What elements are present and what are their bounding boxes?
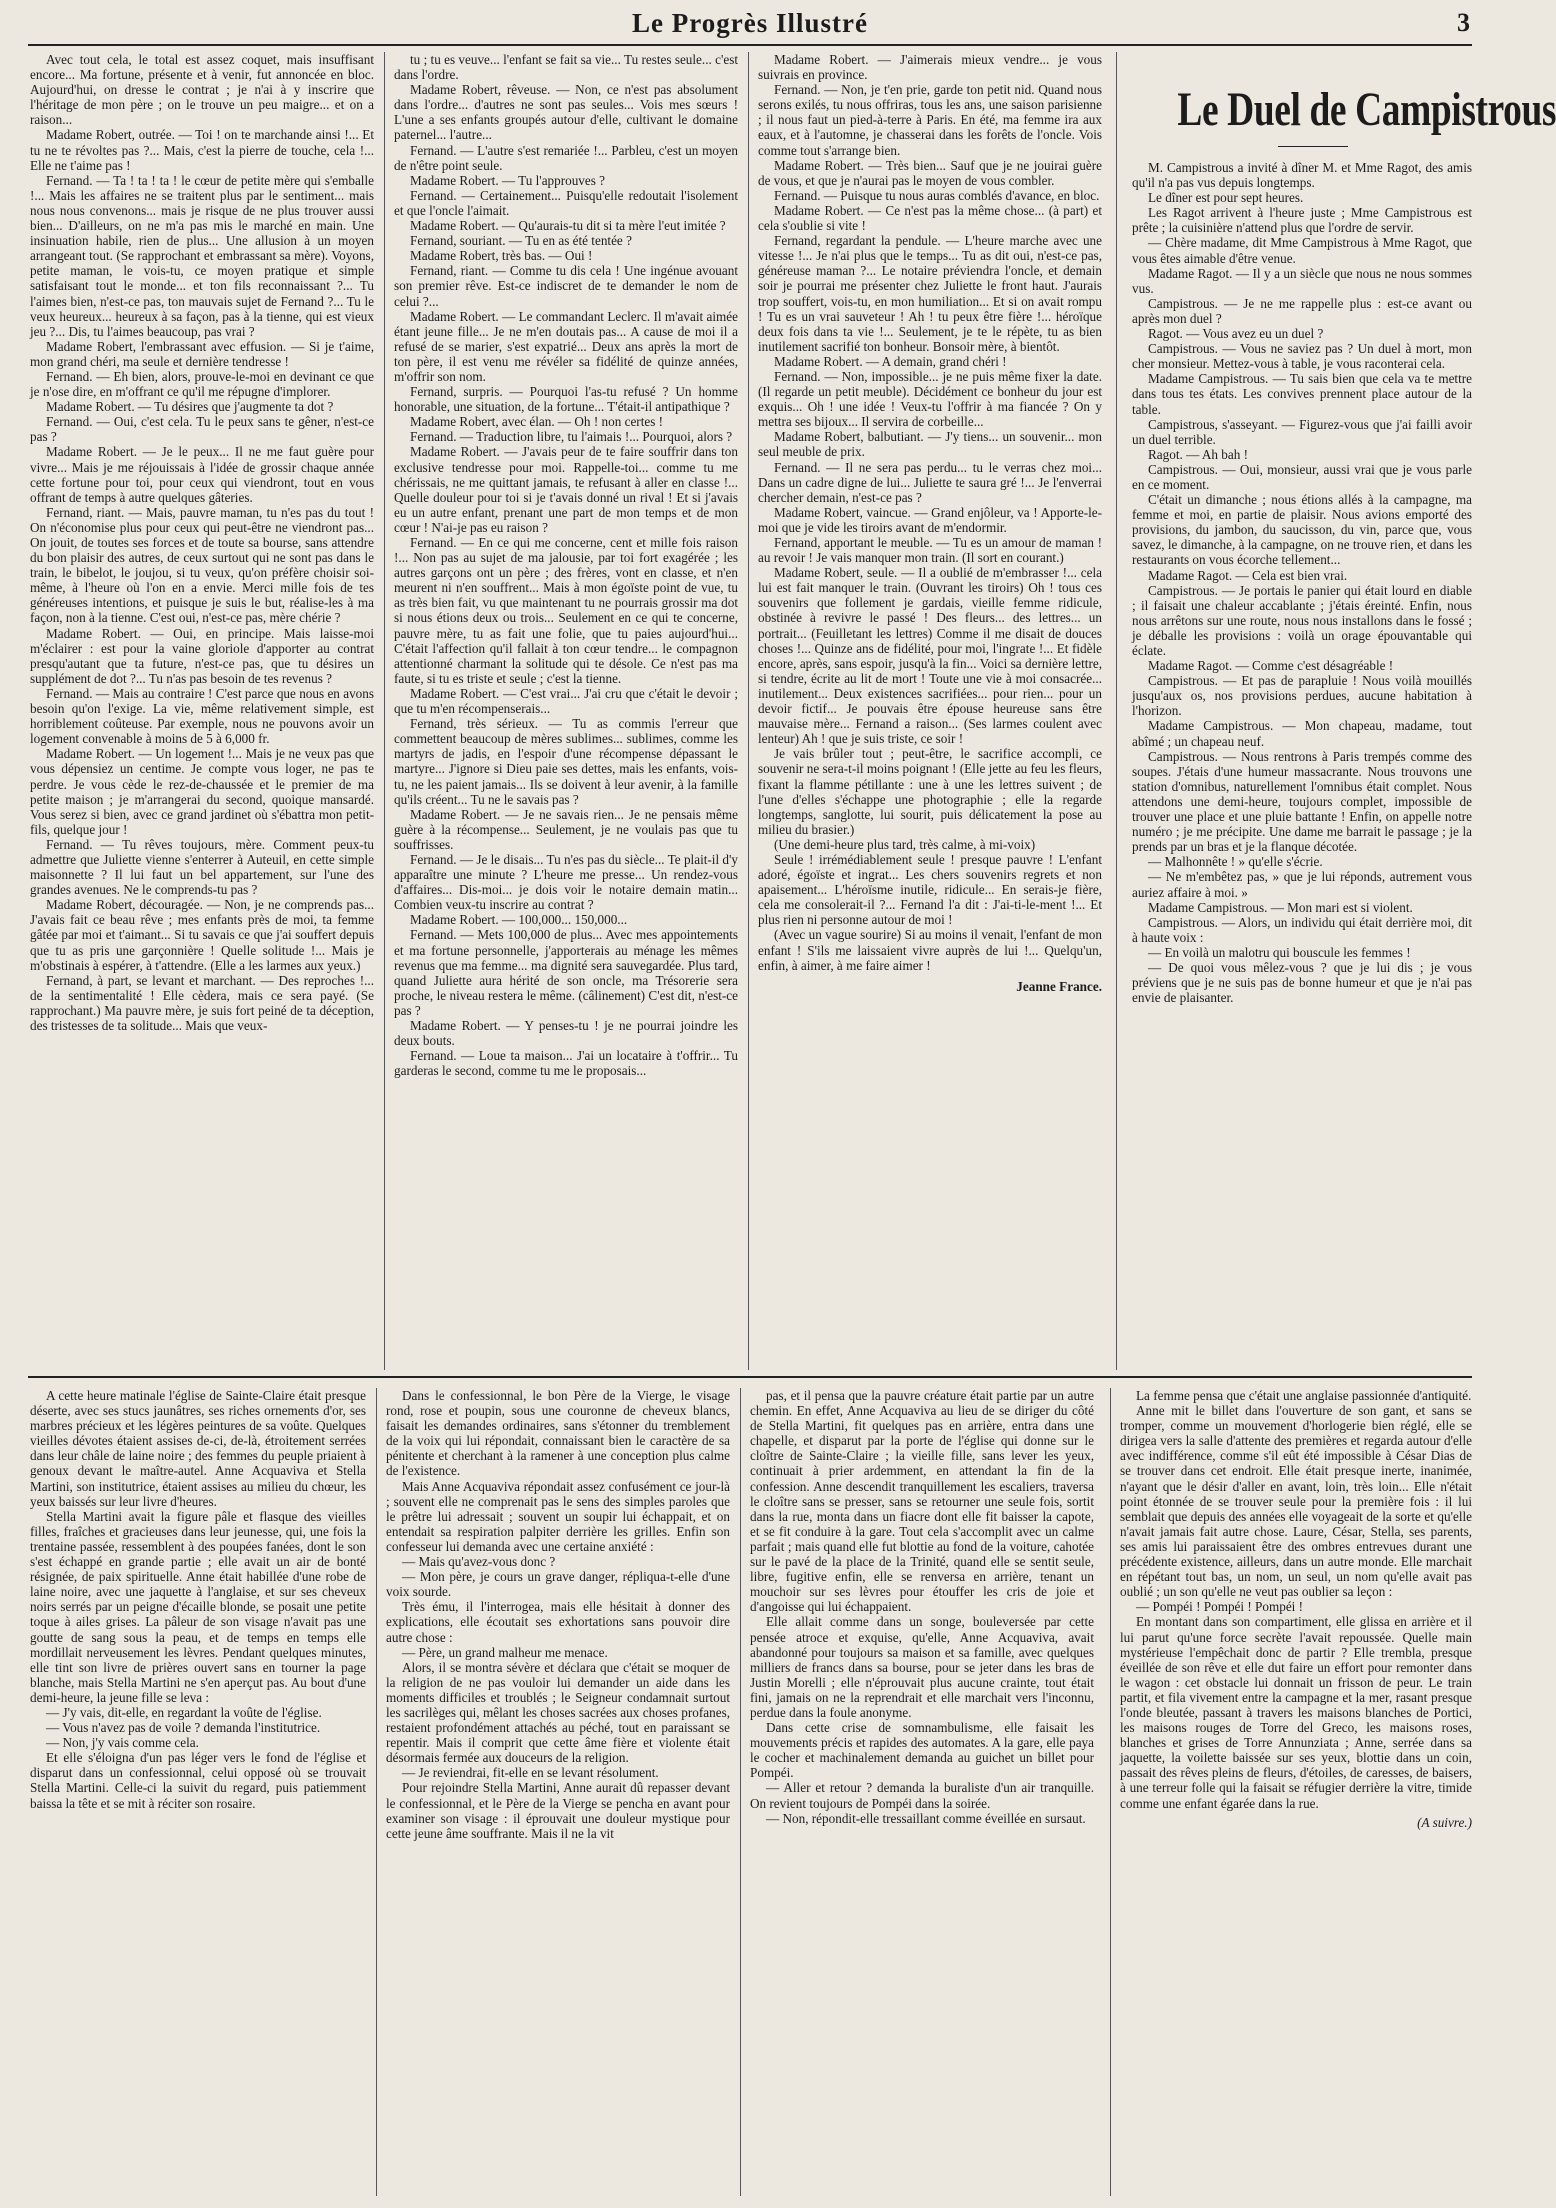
paragraph: Fernand. — Ta ! ta ! ta ! le cœur de petite mère qui s'emballe !... Mais les affaires ne se traitent plus par le sentiment... mais nous nous convenons... mais je risque de ne plus trouver aussi bien... D'ailleurs, on ne m'a pas mis le marché en main. Une insinuation habile, rien de plus... Une allusion à un moyen arrangeant tout. (Se rapprochant et embrassant sa mère). Voyons, petite maman, le vois-tu, ce moyen pratique et simple satisfaisant tout le monde... et ton fils reconnaissant ?... Tu l'aimes bien, n'est-ce pas, ton mauvais sujet de Fernand ?... Tu le veux heureux... heureux à sa façon, pas à la tienne, qui est vieux jeu ?... Dis, tu l'aimes beaucoup, pas vrai ? — [30, 172, 374, 339]
title-rule — [1278, 146, 1348, 147]
header-rule — [28, 44, 1472, 46]
paragraph: Fernand, riant. — Comme tu dis cela ! Une ingénue avouant son premier rêve. Est-ce indiscret de te demander le nom de celui ?... — [394, 263, 738, 309]
paragraph: Anne mit le billet dans l'ouverture de son gant, et sans se tromper, comme un mouvement d'horlogerie bien réglé, elle se dirigea vers la salle d'attente des premières et regarda autour d'elle avec indifférence, comme s'il eût été impossible à César Dias de se trouver dans cet endroit. Elle était presque inerte, inanimée, n'ayant que le désir d'aller en avant, loin, très loin... Elle n'était point étonnée de se trouver seule pour la première fois : il lui semblait que depuis des années elle voyageait de la sorte et qu'elle n'avait jamais fait autre chose. Laure, César, Stella, ses parents, ses amis lui paraissaient être des ombres entrevues durant une précédente existence, ailleurs, dans un autre monde. Elle marchait en répétant tout bas, un nom, un seul, un nom qu'elle avait pas oublié ; un son qu'elle ne veut pas oublier sa leçon : — [1120, 1403, 1472, 1600]
column-divider — [748, 52, 749, 1370]
paragraph: Madame Robert. — Je le peux... Il ne me faut guère pour vivre... Mais je me réjouissais à l'idée de grossir chaque année cette fortune pour toi, pour ceux qui viendront, tout en vous offrant de temps à autre quelques gâteries. — [30, 444, 374, 505]
paragraph: Je vais brûler tout ; peut-être, le sacrifice accompli, ce souvenir ne sera-t-il moins poignant ! (Elle jette au feu les fleurs, fixant la flamme pétillante : une à une les lettres suivent ; de l'une d'elles s'échappe une photographie ; elle la regarde longtemps, sanglotte, lui sourit, puis délicatement la pose au milieu du brasier.) — [758, 746, 1102, 837]
paragraph: Mais Anne Acquaviva répondait assez confusément ce jour-là ; souvent elle ne comprenait pas le sens des simples paroles que le prêtre lui adressait ; souvent un soupir lui échappait, et on entendait sa respiration palpiter derrière les grilles. Enfin son confesseur lui demanda avec une certaine anxiété : — [386, 1478, 730, 1554]
paragraph: Madame Robert, seule. — Il a oublié de m'embrasser !... cela lui est fait manquer le train. (Ouvrant les tiroirs) Oh ! tous ces souvenirs que follement je gardais, vieille femme ridicule, obstinée à revivre le passé ! Des fleurs... des lettres... un portrait... (Feuilletant les lettres) Comme il me disait de douces choses !... Quinze ans de fidélité, pour moi, l'ingrate !... Et fidèle encore, après, sans espoir, jusqu'à la fin... Voici sa dernière lettre, si tendre, écrite au lit de mort ! Toute une vie à moi consacrée... inutilement... Deux existences sacrifiées... pour rien... pour un devoir fictif... Je pouvais être épouse heureuse sans être mauvaise mère... Fernand a raison... (Ses larmes coulent avec lenteur) Ah ! que je suis triste, ce soir ! — [758, 565, 1102, 747]
paragraph: — Pompéi ! Pompéi ! Pompéi ! — [1136, 1599, 1304, 1615]
paragraph: tu ; tu es veuve... l'enfant se fait sa vie... Tu restes seule... c'est dans l'ordre. — [394, 52, 738, 83]
bottom-column-1 — [30, 1388, 366, 2198]
paragraph: Fernand. — Oui, c'est cela. Tu le peux sans te gêner, n'est-ce pas ? — [30, 414, 374, 445]
page-number: 3 — [1457, 8, 1470, 37]
page-header — [28, 8, 1472, 44]
paragraph: La femme pensa que c'était une anglaise passionnée d'antiquité. — [1136, 1388, 1472, 1403]
column-divider — [1116, 52, 1117, 1370]
paragraph: (Une demi-heure plus tard, très calme, à mi-voix) — [774, 836, 1036, 852]
paragraph: Fernand. — Il ne sera pas perdu... tu le verras chez moi... Dans un cadre digne de lui... Juliette te saura gré !... Je l'enverrai chercher demain, n'est-ce pas ? — [758, 459, 1102, 505]
article-title: Le Duel de Campistrous — [1177, 83, 1556, 136]
column-divider — [1110, 1388, 1111, 2196]
paragraph: Fernand. — En ce qui me concerne, cent et mille fois raison !... Non pas au sujet de ma jalousie, par toi fort exagérée ; les autres garçons ont un père ; des frères, vont en classe, et n'en meurent ni n'en souffrent... Mais à mon égoïste point de vue, tu as très bien fait, vu que maintenant tu ne pourrais grossir ma dot si nous étions deux ou trois... Seulement en ce qui te concerne, pauvre mère, tu as fait une folie, que tu paies aujourd'hui... C'était l'affection qu'il fallait à ton cœur tendre... le compagnon attentionné charmant la solitude qui te désole. Ce n'est pas ma faute, si tu es triste et seule ; c'est la tienne. — [394, 535, 738, 686]
paragraph: Madame Robert. — Oui, en principe. Mais laisse-moi m'éclairer : est pour la vaine gloriole d'apporter au contrat presqu'autant que ta future, n'est-ce pas, que tu désires un supplément de dot ?... Tu n'as pas besoin de tes revenus ? — [30, 625, 374, 686]
column-divider — [384, 52, 385, 1370]
paragraph: Campistrous. — Nous rentrons à Paris trempés comme des soupes. J'étais d'une humeur massacrante. Nous trouvons une station d'omnibus, naturellement l'omnibus était complet. Nous attendons une demi-heure, toujours complet, impossible de trouver une place et une pluie battante ! Enfin, on appelle notre numéro ; je me précipite. Une dame me barrait le passage ; je la prends par un bras et je la flanque décotée. — [1132, 748, 1472, 855]
paragraph: Le dîner est pour sept heures. — [1148, 190, 1304, 206]
paragraph: Pour rejoindre Stella Martini, Anne aurait dû repasser devant le confessionnal, et le Père de la Vierge se pencha en avant pour examiner son visage : il éprouvait une douleur mystique pour cette jeune âme souffrante. Mais il ne la vit — [386, 1780, 730, 1841]
bottom-column-2 — [386, 1388, 730, 2198]
paragraph: Fernand, à part, se levant et marchant. — Des reproches !... de la sentimentalité ! Elle cèdera, mais ce sera payé. (Se rapprochant.) Ma pauvre mère, je suis fort peiné de ta déception, des tristesses de ta solitude... Mais que veux- — [30, 972, 374, 1033]
paragraph: M. Campistrous a invité à dîner M. et Mme Ragot, des amis qu'il n'a pas vus depuis longtemps. — [1132, 160, 1472, 191]
paragraph: — De quoi vous mêlez-vous ? que je lui dis ; je vous préviens que je ne suis pas de bonne humeur et que je n'ai pas envie de plaisanter. — [1132, 959, 1472, 1006]
paragraph: Campistrous. — Je portais le panier qui était lourd en diable ; il faisait une chaleur accablante ; j'étais éreinté. Enfin, nous nous arrêtons sur une route, nous nous installons dans le fossé ; je déballe les provisions : voilà un orage épouvantable qui éclate. — [1132, 582, 1472, 658]
paragraph: — Ne m'embêtez pas, » que je lui réponds, autrement vous auriez affaire à moi. » — [1132, 869, 1472, 900]
paragraph: Madame Robert. — Ce n'est pas la même chose... (à part) et cela s'oublie si vite ! — [758, 202, 1102, 234]
paragraph: — Mais qu'avez-vous donc ? — [402, 1554, 556, 1570]
paragraph: Madame Ragot. — Il y a un siècle que nous ne nous sommes vus. — [1132, 265, 1472, 296]
paragraph: Madame Robert. — 100,000... 150,000... — [410, 912, 628, 928]
paragraph: Les Ragot arrivent à l'heure juste ; Mme Campistrous est prête ; la cuisinière n'attend plus que l'ordre de servir. — [1132, 205, 1472, 236]
paragraph: Fernand, apportant le meuble. — Tu es un amour de maman ! au revoir ! Je vais manquer mon train. (Il sort en courant.) — [758, 535, 1102, 566]
bottom-column-3 — [750, 1388, 1094, 2198]
paragraph: Fernand. — L'autre s'est remariée !... Parbleu, c'est un moyen de n'être point seule. — [394, 142, 738, 173]
paragraph: Madame Robert. — Très bien... Sauf que je ne jouirai guère de vous, et que je n'aurai pas le moyen de vous combler. — [758, 157, 1102, 188]
newspaper-title: Le Progrès Illustré — [632, 8, 868, 38]
paragraph: Madame Robert, vaincue. — Grand enjôleur, va ! Apporte-le-moi que je vide les tiroirs avant de m'endormir. — [758, 504, 1102, 535]
paragraph: Madame Robert. — A demain, grand chéri ! — [774, 353, 1007, 369]
paragraph: Fernand. — Traduction libre, tu l'aimais !... Pourquoi, alors ? — [410, 429, 733, 445]
paragraph: Campistrous, s'asseyant. — Figurez-vous que j'ai failli avoir un duel terrible. — [1132, 416, 1472, 447]
top-column-3 — [758, 52, 1102, 1372]
paragraph: Madame Campistrous. — Mon chapeau, madame, tout abîmé ; un chapeau neuf. — [1132, 718, 1472, 749]
author-signature: Jeanne France. — [1016, 978, 1102, 994]
paragraph: Madame Robert. — J'aimerais mieux vendre... je vous suivrais en province. — [758, 52, 1102, 83]
paragraph: Fernand. — Tu rêves toujours, mère. Comment peux-tu admettre que Juliette vienne s'enterrer à Auteuil, en cette simple maisonnette ? Il lui faut un bel appartement, sur l'une des grandes avenues. Ne le comprends-tu pas ? — [30, 836, 374, 898]
paragraph: Campistrous. — Oui, monsieur, aussi vrai que je vous parle en ce moment. — [1132, 461, 1472, 492]
paragraph: Fernand. — Je le disais... Tu n'es pas du siècle... Te plait-il d'y apparaître une minute ? L'heure me presse... Un rendez-vous d'affaires... Dis-moi... je dois voir le notaire demain matin... Combien veux-tu inscrire au contrat ? — [394, 851, 738, 913]
paragraph: Fernand, souriant. — Tu en as été tentée ? — [410, 233, 632, 249]
paragraph: — Je reviendrai, fit-elle en se levant résolument. — [402, 1765, 659, 1781]
paragraph: Seule ! irrémédiablement seule ! presque pauvre ! L'enfant adoré, égoïste et ingrat... Les chers souvenirs regrets et non apaisement... L'héroïsme inutile, ridicule... En serais-je fière, cela me consolerait-il ?... Fernand l'a dit : J'ai-ti-le-ment !... Et plus rien ni personne autour de moi ! — [758, 851, 1102, 928]
paragraph: Fernand. — Certainement... Puisqu'elle redoutait l'isolement et que l'oncle l'aimait. — [394, 187, 738, 218]
paragraph: Dans le confessionnal, le bon Père de la Vierge, le visage rond, rose et poupin, sous une couronne de cheveux blancs, faisait les demandes ordinaires, sans s'étonner du tremblement de la voix qui lui répondait, connaissant bien le caractère de sa pénitente et cherchant à la ramener à une conception plus calme de l'existence. — [386, 1388, 730, 1479]
section-rule — [28, 1376, 1472, 1378]
paragraph: Avec tout cela, le total est assez coquet, mais insuffisant encore... Ma fortune, présente et à venir, fut annoncée en bloc. Aujourd'hui, on dresse le contrat ; je n'ai à y inscrire que l'héritage de mon père ; on le trouve un peu maigre... et on a raison... — [30, 52, 374, 128]
paragraph: Madame Ragot. — Cela est bien vrai. — [1148, 567, 1348, 583]
paragraph: Madame Robert, avec élan. — Oh ! non certes ! — [410, 414, 664, 430]
paragraph: Ragot. — Ah bah ! — [1148, 446, 1248, 462]
paragraph: Madame Campistrous. — Mon mari est si violent. — [1148, 899, 1413, 915]
top-column-4 — [1132, 160, 1472, 1372]
paragraph: Fernand, riant. — Mais, pauvre maman, tu n'es pas du tout ! On n'économise plus pour ceux qui peut-être ne viendront pas... On jouit, de toutes ses forces et de toute sa bourse, sans attendre du bon plaisir des autres, de ceux surtout qui ne sont pas dans le train, le bibelot, le joujou, si tu veux, qu'on préfère choisir soi-même, à l'heure où l'on en a envie. Merci mille fois de tes généreuses intentions, et puisque je suis le but, réalise-les à ma façon, non à la tienne. C'est oui, n'est-ce pas, mère chérie ? — [30, 504, 374, 626]
paragraph: Madame Robert, l'embrassant avec effusion. — Si je t'aime, mon grand chéri, ma seule et dernière tendresse ! — [30, 338, 374, 369]
paragraph: Madame Ragot. — Comme c'est désagréable ! — [1148, 658, 1394, 674]
paragraph: — En voilà un malotru qui bouscule les femmes ! — [1148, 944, 1411, 960]
paragraph: — Chère madame, dit Mme Campistrous à Mme Ragot, que vous êtes aimable d'être venue. — [1132, 235, 1472, 266]
bottom-column-4 — [1120, 1388, 1472, 2198]
paragraph: Ragot. — Vous avez eu un duel ? — [1148, 326, 1324, 342]
paragraph: Madame Robert. — Y penses-tu ! je ne pourrai joindre les deux bouts. — [394, 1018, 738, 1049]
paragraph: Madame Robert, découragée. — Non, je ne comprends pas... J'avais fait ce beau rêve ; mes enfants près de moi, ta femme gâtée par moi et t'aimant... Si tu savais ce que j'ai souffert depuis que tu as pris une garçonnière ! Quelle solitude !... Mais je m'obstinais à espérer, à t'attendre. (Elle a les larmes aux yeux.) — [30, 897, 374, 973]
paragraph: Dans cette crise de somnambulisme, elle faisait les mouvements précis et rapides des automates. A la gare, elle paya le cocher et machinalement demanda au guichet un billet pour Pompéi. — [750, 1720, 1094, 1781]
paragraph: — Mon père, je cours un grave danger, répliqua-t-elle d'une voix sourde. — [386, 1569, 730, 1600]
paragraph: Fernand. — Non, impossible... je ne puis même fixer la date. (Il regarde un petit meuble). Décidément ce bonheur du jour est exquis... Oh ! une idée ! Veux-tu l'offrir à ma fiancée ? On y mettra ses bijoux... Il servira de corbeille... — [758, 368, 1102, 430]
paragraph: Fernand. — Non, je t'en prie, garde ton petit nid. Quand nous serons exilés, tu nous offriras, tous les ans, une saison parisienne ; il nous faut un pied-à-terre à Paris. En été, ma femme ira aux eaux, et à l'automne, je chasserai dans les forêts de l'oncle. Vois comme tout s'arrange bien. — [758, 82, 1102, 158]
paragraph: Fernand, surpris. — Pourquoi l'as-tu refusé ? Un homme honorable, une situation, de la fortune... T'était-il antipathique ? — [394, 384, 738, 415]
paragraph: — Aller et retour ? demanda la buraliste d'un air tranquille. On revient toujours de Pompéi dans la soirée. — [750, 1780, 1094, 1811]
to-be-continued: (A suivre.) — [1417, 1814, 1472, 1830]
paragraph: Fernand. — Mets 100,000 de plus... Avec mes appointements et ma fortune personnelle, j'apporterais au ménage les mêmes revenus que ma femme... ma dignité sera sauvegardée. Plus tard, quand Juliette aura hérité de son oncle, ma Trésorerie sera proche, le niveau restera le même. (câlinement) C'est dit, n'est-ce pas ? — [394, 927, 738, 1018]
paragraph: Madame Robert, outrée. — Toi ! on te marchande ainsi !... Et tu ne te révoltes pas ?... Mais, c'est la pierre de touche, cela !... Elle ne t'aime pas ! — [30, 127, 374, 173]
paragraph: Alors, il se montra sévère et déclara que c'était se moquer de la religion de ne pas vouloir lui demander un aide dans les moments difficiles et troublés ; le Seigneur condamnait surtout les sacrilèges qui, mêlant les choses sacrées aux choses profanes, restaient profondément attachés au péché, tout en paraissant se repentir. Mais il comprit que cette âme fière et violente était désormais fermée aux douceurs de la religion. — [386, 1659, 730, 1766]
paragraph: Campistrous. — Et pas de parapluie ! Nous voilà mouillés jusqu'aux os, nos provisions perdues, aucune habitation à l'horizon. — [1132, 673, 1472, 719]
paragraph: Campistrous. — Vous ne saviez pas ? Un duel à mort, mon cher monsieur. Mettez-vous à table, je vous raconterai cela. — [1132, 341, 1472, 372]
paragraph: Madame Robert. — Tu l'approuves ? — [410, 172, 606, 188]
paragraph: — Non, j'y vais comme cela. — [46, 1735, 199, 1751]
paragraph: Campistrous. — Alors, un individu qui était derrière moi, dit à haute voix : — [1132, 914, 1472, 945]
paragraph: Fernand. — Mais au contraire ! C'est parce que nous en avons besoin qu'on l'exige. La vie, même relativement simple, est horriblement coûteuse. Par exemple, nous ne pouvons avoir un logement convenable à moins de 5 à 6,000 fr. — [30, 685, 374, 747]
paragraph: — J'y vais, dit-elle, en regardant la voûte de l'église. — [46, 1704, 322, 1720]
paragraph: Madame Robert. — Le commandant Leclerc. Il m'avait aimée étant jeune fille... Je ne m'en doutais pas... A cause de moi il a refusé de se marier, s'est expatrié... Deux ans après la mort de ton père, il est venu me révéler sa fidélité de quinze années, m'offrir son nom. — [394, 308, 738, 384]
paragraph: Madame Robert. — Je ne savais rien... Je ne pensais même guère à la récompense... Seulement, je ne voulais pas que tu souffrisses. — [394, 806, 738, 852]
column-divider — [376, 1388, 377, 2196]
paragraph: Madame Robert. — J'avais peur de te faire souffrir dans ton exclusive tendresse pour moi. Rappelle-toi... comme tu me chérissais, ne me quittant jamais, te refusant à aller en classe !... Quelle douleur pour toi si je t'avais donné un rival ! Et si j'avais eu un autre enfant, prenant une part de mon temps et de mon cœur ! N'ai-je pas eu raison ? — [394, 444, 738, 535]
paragraph: Madame Robert. — Un logement !... Mais je ne veux pas que vous dépensiez un centime. Je compte vous loger, ne pas te perdre. Je vous cède le rez-de-chaussée et le premier de ma petite maison ; je m'arrangerai du second, quoique mansardé. Vous serez si bien, avec ce grand jardinet où s'ébattra mon petit-fils, quelque jour ! — [30, 746, 374, 837]
paragraph: Fernand. — Puisque tu nous auras comblés d'avance, en bloc. — [774, 187, 1100, 203]
paragraph: (Avec un vague sourire) Si au moins il venait, l'enfant de mon enfant ! S'ils me laissaient vivre auprès de lui !... Quelqu'un, enfin, à aimer, à me faire aimer ! — [758, 927, 1102, 973]
paragraph: Madame Robert. — Tu désires que j'augmente ta dot ? — [46, 399, 334, 415]
paragraph: Stella Martini avait la figure pâle et flasque des vieilles filles, fraîches et gracieuses dans leur jeunesse, qui, une fois la trentaine passée, ressemblent à des poupées fanées, dont le son s'est échappé en grande partie ; elle avait un air de bonté résignée, de paix spirituelle. Anne était habillée d'une robe de laine noire, avec une jaquette à l'anglaise, et sur ses cheveux noirs serrés par un peigne d'écaille blonde, se posait une petite toque à ailes grises. La pâleur de son visage n'avait pas une goutte de sang sous la peau, et de temps en temps elle mordillait nerveusement les lèvres. Pendant quelques minutes, elle tint son livre de prières ouvert sans en tourner la page blanche, mais Stella Martini ne s'en aperçut pas. Au bout d'une demi-heure, la jeune fille se leva : — [30, 1508, 366, 1705]
paragraph: Madame Robert, très bas. — Oui ! — [410, 248, 593, 264]
paragraph: Madame Robert. — Qu'aurais-tu dit si ta mère l'eut imitée ? — [410, 218, 726, 234]
paragraph: Madame Campistrous. — Tu sais bien que cela va te mettre dans tous tes états. Les convives prennent place autour de la table. — [1132, 371, 1472, 417]
paragraph: — Malhonnête ! » qu'elle s'écrie. — [1148, 854, 1323, 870]
column-divider — [740, 1388, 741, 2196]
paragraph: — Non, répondit-elle tressaillant comme éveillée en sursaut. — [766, 1810, 1086, 1826]
paragraph: Campistrous. — Je ne me rappelle plus : est-ce avant ou après mon duel ? — [1132, 295, 1472, 326]
paragraph: Très ému, il l'interrogea, mais elle hésitait à donner des explications, elle écoutait ses exhortations sans pouvoir dire autre chose : — [386, 1599, 730, 1645]
paragraph: Et elle s'éloigna d'un pas léger vers le fond de l'église et disparut dans un confessionnal, celui opposé où se trouvait Stella Martini. Celle-ci la suivit du regard, puis patiemment baissa la tête et se mit à réciter son rosaire. — [30, 1750, 366, 1811]
paragraph: pas, et il pensa que la pauvre créature était partie par un autre chemin. En effet, Anne Acquaviva au lieu de se diriger du côté de Stella Martini, fit quelques pas en arrière, entra dans une chapelle, et disparut par la porte de l'église qui donne sur le cloître de Sainte-Claire ; la vieille fille, sans lever les yeux, continuait à prier ardemment, en attendant la fin de la confession. Anne descendit tranquillement les escaliers, traversa le cloître sans se presser, sans se retourner une seule fois, sortit dans la rue, monta dans un fiacre dont elle fit baisser la capote, et se fit conduire à la gare. Tout cela s'accomplit avec un calme parfait ; mais quand elle fut blottie au fond de la voiture, cahotée sur le pavé de la place de la Trinité, quand elle se sentit seule, libre, fugitive enfin, elle se renversa en arrière, tenant un mouchoir sur ses lèvres pour étouffer les cris de joie et d'angoisse qui lui échappaient. — [750, 1388, 1094, 1615]
paragraph: Madame Robert, rêveuse. — Non, ce n'est pas absolument dans l'ordre... d'autres ne sont pas seules... Vois mes sœurs ! L'une a ses enfants groupés autour d'elle, cultivant le domaine paternel... l'autre... — [394, 82, 738, 143]
paragraph: Madame Robert. — C'est vrai... J'ai cru que c'était le devoir ; que tu m'en récompenserais... — [394, 685, 738, 717]
paragraph: Fernand, très sérieux. — Tu as commis l'erreur que commettent beaucoup de mères sublimes... sublimes, comme les martyrs de jadis, en l'espoir d'une récompense dépassant le martyre... J'ignore si Dieu paie ses dettes, mais les enfants, vois-tu, ne les paient jamais... Ils se doivent à leur avenir, à la famille qu'ils créent... Tu ne le savais pas ? — [394, 716, 738, 807]
paragraph: Elle allait comme dans un songe, bouleversée par cette pensée atroce et exquise, qu'elle, Anne Acquaviva, avait abandonné pour toujours sa maison et sa famille, avec quelques milliers de francs dans sa bourse, pour se jeter dans les bras de Justin Morelli ; elle n'éprouvait plus aucune crainte, tout était fini, jamais on ne la reprendrait et elle marchait vers l'inconnu, perdue dans la foule anonyme. — [750, 1614, 1094, 1720]
paragraph: Fernand. — Loue ta maison... J'ai un locataire à t'offrir... Tu garderas le second, comme tu me le proposais... — [394, 1048, 738, 1079]
paragraph: — Vous n'avez pas de voile ? demanda l'institutrice. — [46, 1720, 321, 1736]
paragraph: Madame Robert, balbutiant. — J'y tiens... un souvenir... mon seul meuble de prix. — [758, 429, 1102, 460]
paragraph: Fernand. — Eh bien, alors, prouve-le-moi en devinant ce que je n'ose dire, en m'offrant ce qu'il me répugne d'implorer. — [30, 368, 374, 400]
top-column-1 — [30, 52, 374, 1372]
top-column-2 — [394, 52, 738, 1372]
paragraph: Fernand, regardant la pendule. — L'heure marche avec une vitesse !... Je n'ai plus que le temps... Tu as dit oui, n'est-ce pas, généreuse maman ?... Le notaire préviendra l'oncle, et demain soir je pourrai me présenter chez Juliette le front haut. J'aurais trop souffert, vois-tu, en mon humiliation... Et si on avait rompu ! Tu es un vrai sauveteur ! Ah ! tu peux être fière !... héroïque deux fois dans ta vie !... Seulement, je te le répète, tu as bien inutilement sacrifié ton bonheur. Bonsoir mère, à bientôt. — [758, 233, 1102, 354]
paragraph: C'était un dimanche ; nous étions allés à la campagne, ma femme et moi, en partie de plaisir. Nous avions emporté des provisions, du jambon, du saucisson, du vin, parce que, vous savez, le dimanche, à la campagne, on ne trouve rien, et dans les restaurants on vous écorche tellement... — [1132, 492, 1472, 568]
paragraph: En montant dans son compartiment, elle glissa en arrière et il lui parut qu'une force secrète l'avait repoussée. Quelle main mystérieuse l'empêchait donc de partir ? Elle trembla, presque éveillée de son rêve et elle dut faire un effort pour remonter dans le wagon : cet obstacle lui donnait un frisson de peur. Le train partit, et fila vivement entre la campagne et la mer, rasant presque l'onde bleutée, passant à travers les maisons blanches de Portici, les maisons rouges de Torre del Greco, les maisons roses, blanches et grises de Torre Annunziata ; Anne, serrée dans sa jaquette, la voilette baissée sur ses yeux, blottie dans un coin, passait des rêves pleins de fleurs, d'étoiles, de caresses, de baisers, à une terreur folle qui la faisait se réfugier derrière la vitre, timide comme une enfant égarée dans la rue. — [1120, 1614, 1472, 1811]
paragraph: A cette heure matinale l'église de Sainte-Claire était presque déserte, avec ses stucs jaunâtres, ses riches ornements d'or, ses marbres précieux et les légères peintures de sa voûte. Quelques vieilles dévotes étaient assises de-ci, de-là, étroitement serrées dans leur châle de laine noire ; des femmes du peuple priaient à genoux devant le maître-autel. Anne Acquaviva et Stella Martini, son institutrice, étaient assises au milieu du chœur, les yeux baissés sur leur livre d'heures. — [30, 1388, 366, 1509]
paragraph: — Père, un grand malheur me menace. — [402, 1644, 608, 1660]
